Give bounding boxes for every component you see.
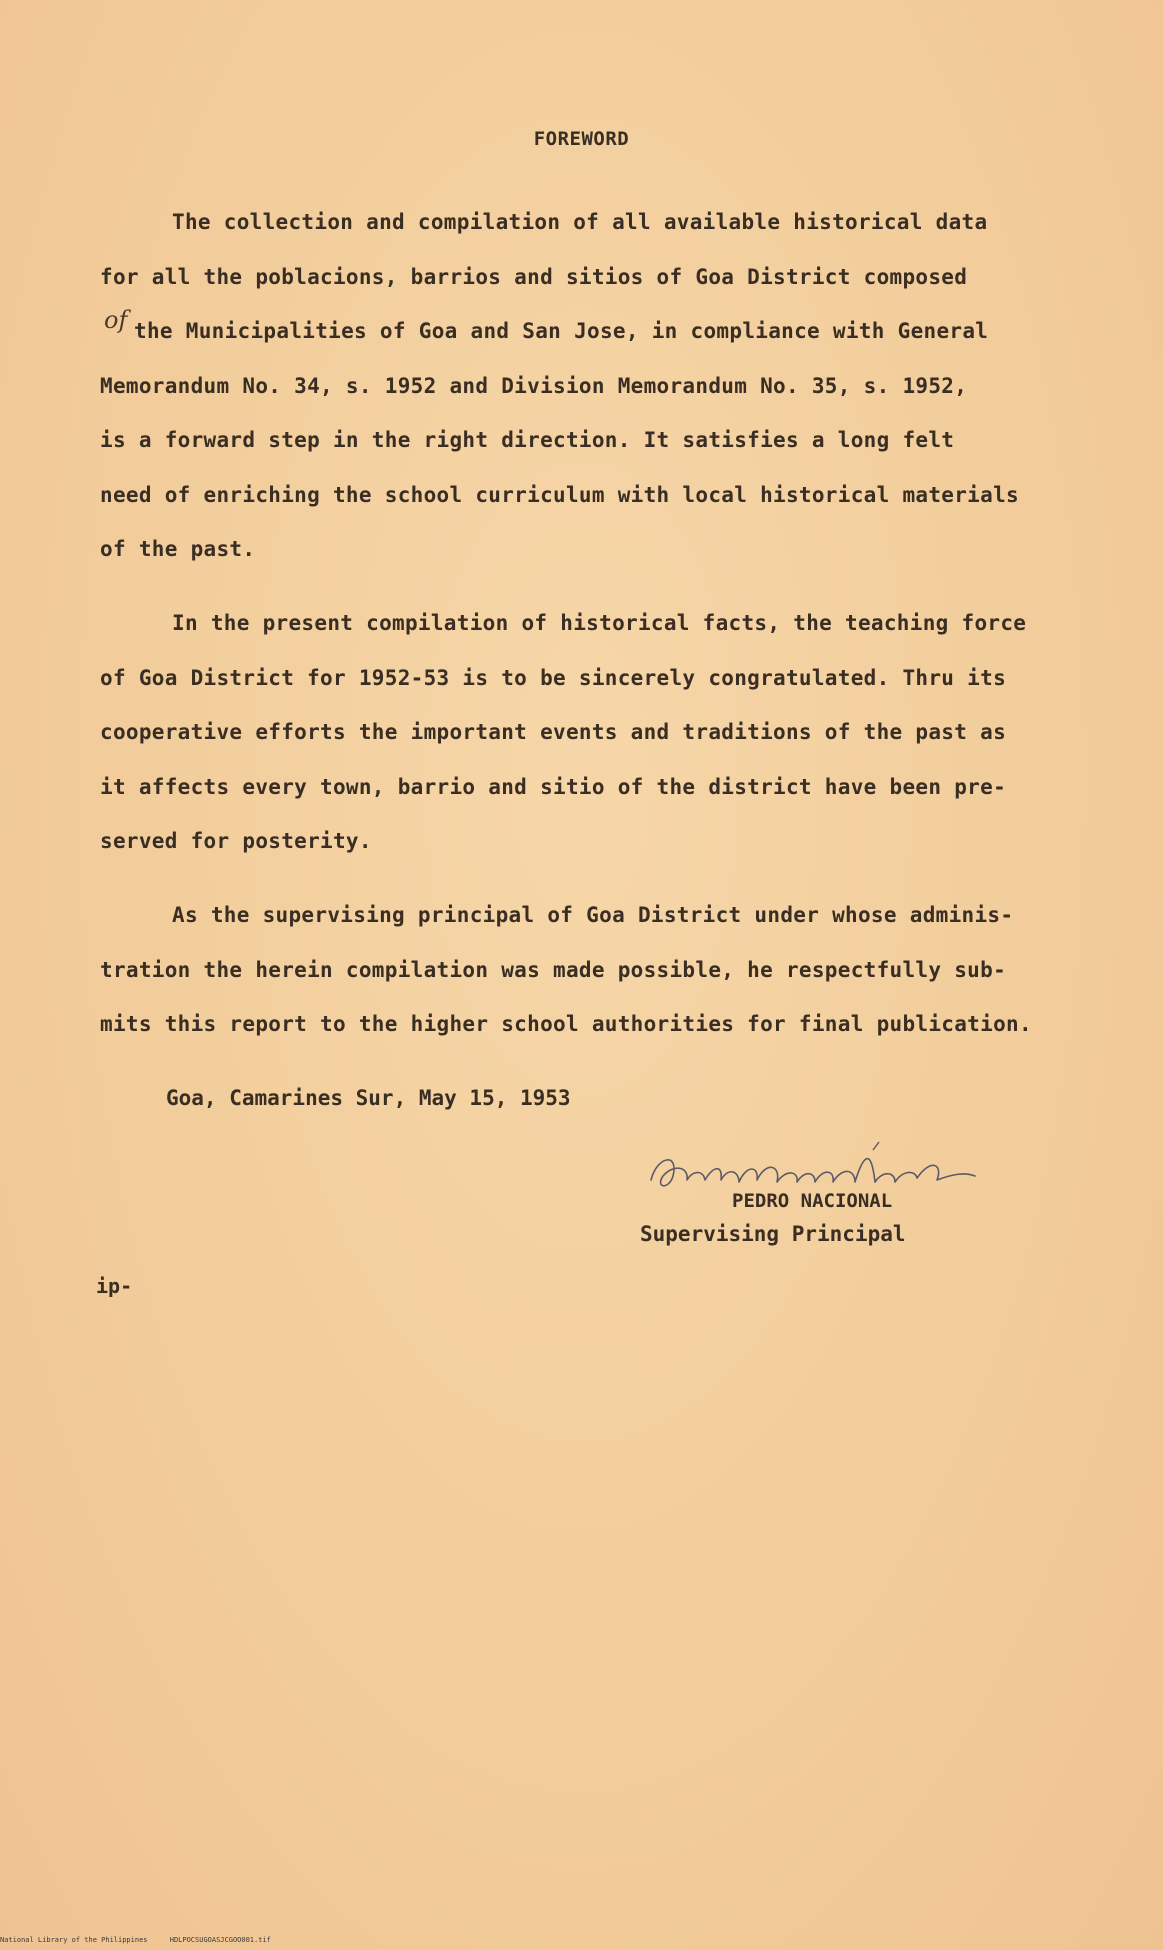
paragraph-2 [100, 596, 1060, 869]
paragraph-line: of the past. [100, 537, 256, 561]
footer-library: National Library of the Philippines [0, 1936, 148, 1944]
paragraph-line: mits this report to the higher school authorities for final publication. [100, 1012, 1032, 1036]
paragraph-line: As the supervising principal of Goa District under whose adminis- [172, 903, 1014, 927]
handwritten-correction: of [104, 306, 128, 334]
paragraph-line: Memorandum No. 34, s. 1952 and Division Memorandum No. 35, s. 1952, [100, 373, 968, 398]
footer-file-id: HDLPOCSUGOASJCGOO001.tif [169, 1936, 271, 1944]
typist-initials: ip- [96, 1274, 133, 1298]
signatory-title: Supervising Principal [640, 1222, 906, 1246]
place-date: Goa, Camarines Sur, May 15, 1953 [166, 1086, 571, 1110]
paragraph-3 [100, 888, 1060, 1052]
paragraph-line: the Municipalities of Goa and San Jose, in compliance with General [134, 319, 989, 343]
paragraph-1 [100, 195, 1060, 577]
paragraph-line: In the present compilation of historical facts, the teaching force [172, 611, 1027, 635]
paragraph-line: The collection and compilation of all available historical data [172, 210, 988, 234]
page-title: FOREWORD [533, 128, 630, 150]
paragraph-line: served for posterity. [100, 829, 372, 853]
paragraph-line: cooperative efforts the important events and traditions of the past as [100, 720, 1007, 744]
paragraph-line: for all the poblacions, barrios and sitios of Goa District composed [100, 264, 968, 289]
paragraph-line: is a forward step in the right direction. It satisfies a long felt [100, 428, 955, 452]
signatory-name: PEDRO NACIONAL [732, 1190, 893, 1212]
scan-footer [0, 1936, 420, 1944]
paragraph-line: it affects every town, barrio and sitio of the district have been pre- [100, 774, 1007, 799]
paragraph-line: of Goa District for 1952-53 is to be sincerely congratulated. Thru its [100, 665, 1007, 690]
paragraph-line: need of enriching the school curriculum with local historical materials [100, 482, 1019, 507]
paragraph-line: tration the herein compilation was made possible, he respectfully sub- [100, 957, 1007, 982]
